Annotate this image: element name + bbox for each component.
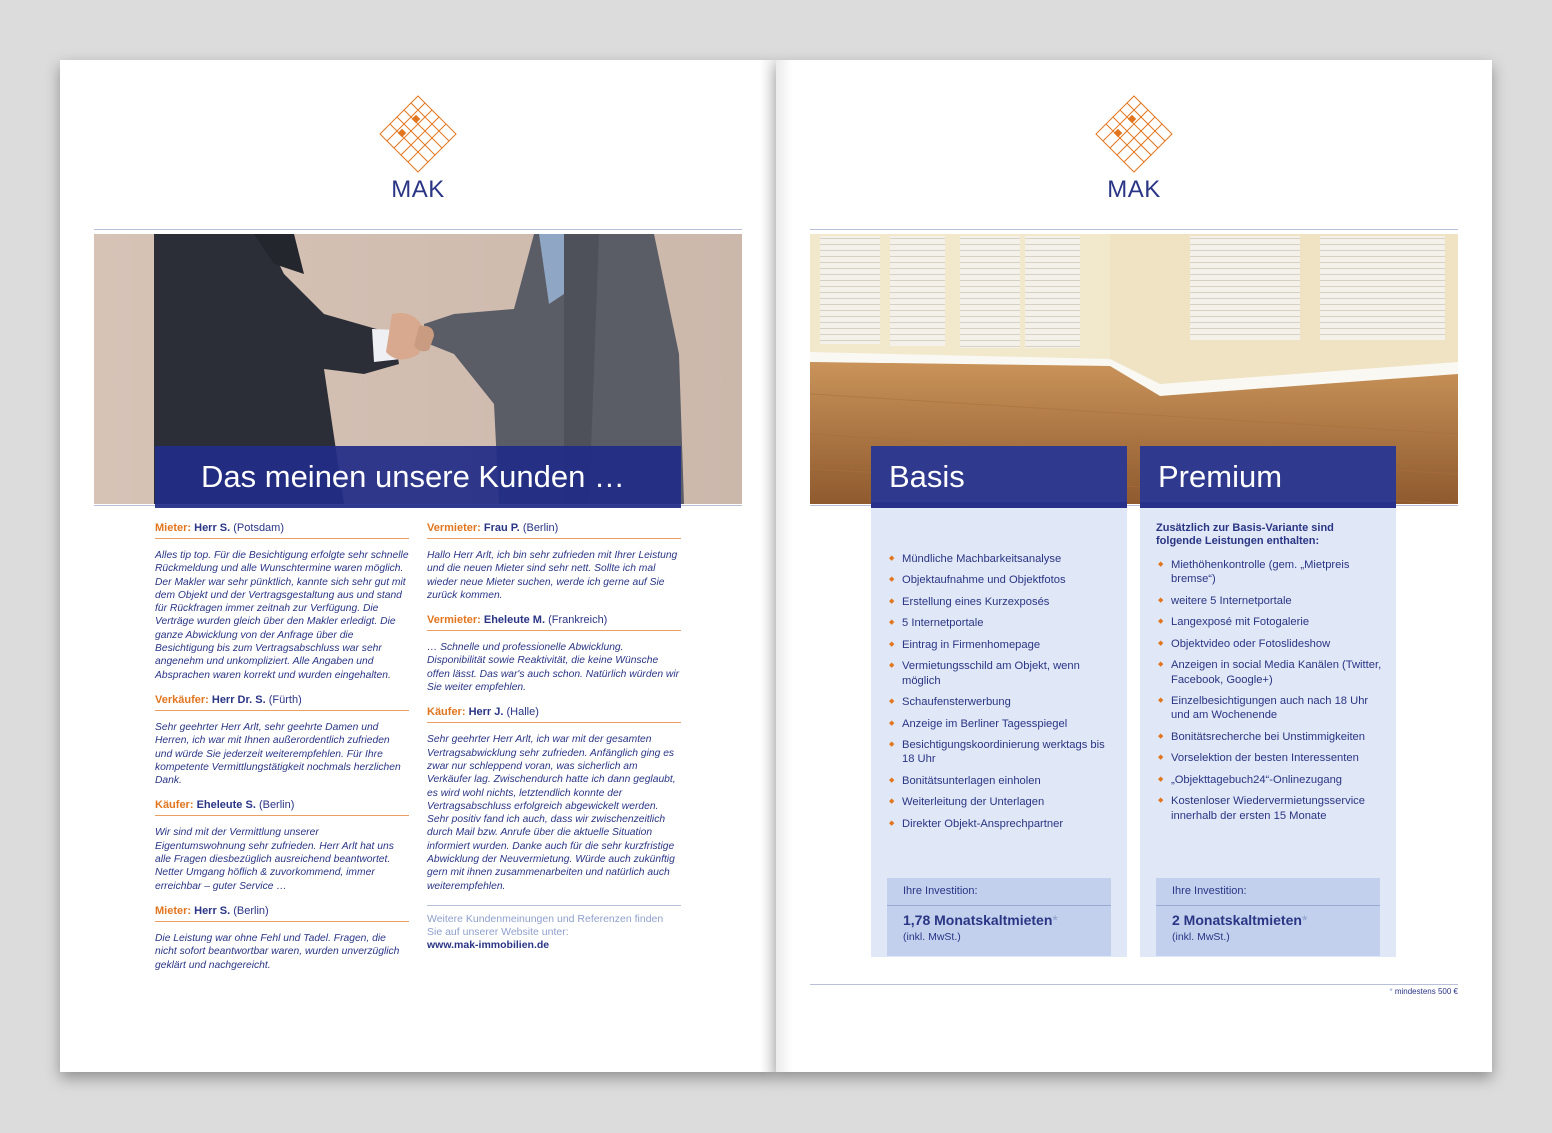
footer-rule bbox=[810, 984, 1458, 985]
left-page bbox=[60, 60, 776, 1072]
investment-box bbox=[887, 878, 1111, 956]
investment-label: Ihre Investition: bbox=[1172, 885, 1247, 897]
list-item: ◆ Einzelbesichtigungen auch nach 18 Uhr und am Wochenende bbox=[1158, 694, 1382, 723]
testimonial bbox=[155, 799, 409, 892]
list-item: ◆ Direkter Objekt-Ansprechpartner bbox=[889, 817, 1113, 831]
testimonial-header: Käufer: Herr J. (Halle) bbox=[427, 706, 681, 723]
testimonials-column-1 bbox=[155, 522, 409, 984]
investment-label: Ihre Investition: bbox=[903, 885, 978, 897]
list-item: ◆ Vermietungsschild am Objekt, wenn möglich bbox=[889, 659, 1113, 688]
footnote: * mindestens 500 € bbox=[1389, 987, 1458, 996]
testimonial-text: Die Leistung war ohne Fehl und Tadel. Fragen, die nicht sofort beantwortbar waren, wurden unverzüglich geklärt und nachgereicht. bbox=[155, 932, 400, 971]
package-intro: Zusätzlich zur Basis-Variante sind folgende Leistungen enthalten: bbox=[1156, 522, 1334, 547]
list-item: ◆ Vorselektion der besten Interessenten bbox=[1158, 751, 1382, 765]
testimonial-text: Hallo Herr Arlt, ich bin sehr zufrieden mit Ihrer Leistung und die neuen Mieter sind sehr nett. Sollte ich mal wieder neue Mieter suchen, werde ich gerne auf Sie zurück kommen. bbox=[427, 550, 678, 601]
list-item: ◆ Weiterleitung der Unterlagen bbox=[889, 795, 1113, 809]
package-features bbox=[1140, 558, 1396, 823]
investment-box bbox=[1156, 878, 1380, 956]
testimonial bbox=[155, 694, 409, 787]
testimonial bbox=[155, 905, 409, 972]
list-item: ◆ Kostenloser Wiedervermietungsservice innerhalb der ersten 15 Monate bbox=[1158, 794, 1382, 823]
testimonial-header: Vermieter: Frau P. (Berlin) bbox=[427, 522, 681, 539]
list-item: ◆ Objektvideo oder Fotoslideshow bbox=[1158, 637, 1382, 651]
testimonial-header: Verkäufer: Herr Dr. S. (Fürth) bbox=[155, 694, 409, 711]
testimonial-text: Sehr geehrter Herr Arlt, ich war mit der gesamten Vertragsabwicklung sehr zufrieden. Anfänglich ging es zwar nur schleppend voran, was sicherlich am Verkäufer lag. Zwischendurch hatte ich dann geglaubt, es wird wohl nichts, letztendlich konnte der Vertragsabschluss erfolgreich abgewickelt werden. Sehr positiv fand ich auch, dass wir zwischenzeitlich durch Mail bzw. Anrufe über die aktuelle Situation informiert wurden. Danke auch für die sehr kurzfristige Abwicklung der Neuvermietung. Würde auch zukünftig gern mit ihnen zusammenarbeiten und natürlich auch weiterempfehlen. bbox=[427, 734, 676, 892]
list-item: ◆ Erstellung eines Kurzexposés bbox=[889, 595, 1113, 609]
testimonial bbox=[427, 706, 681, 893]
list-item: ◆ weitere 5 Internetportale bbox=[1158, 594, 1382, 608]
testimonial bbox=[155, 522, 409, 682]
list-item: ◆ Bonitätsrecherche bei Unstimmigkeiten bbox=[1158, 730, 1382, 744]
investment-note: (inkl. MwSt.) bbox=[1172, 931, 1230, 943]
more-references-text: Weitere Kundenmeinungen und Referenzen finden Sie auf unserer Website unter: bbox=[427, 912, 664, 938]
list-item: ◆ 5 Internetportale bbox=[889, 616, 1113, 630]
testimonial-header: Mieter: Herr S. (Potsdam) bbox=[155, 522, 409, 539]
testimonial-header: Mieter: Herr S. (Berlin) bbox=[155, 905, 409, 922]
list-item: ◆ Besichtigungskoordinierung werktags bis 18 Uhr bbox=[889, 738, 1113, 767]
list-item: ◆ Anzeigen in social Media Kanälen (Twitter, Facebook, Google+) bbox=[1158, 658, 1382, 687]
website-link[interactable]: www.mak-immobilien.de bbox=[427, 938, 550, 951]
list-item: ◆ Mündliche Machbarkeitsanalyse bbox=[889, 552, 1113, 566]
brand-name: MAK bbox=[1107, 176, 1161, 203]
page-title: Das meinen unsere Kunden … bbox=[155, 446, 681, 508]
package-features bbox=[871, 552, 1127, 831]
list-item: ◆ Miethöhenkontrolle (gem. „Mietpreis bremse“) bbox=[1158, 558, 1382, 587]
mak-logo bbox=[1089, 92, 1179, 202]
testimonial-text: Alles tip top. Für die Besichtigung erfolgte sehr schnelle Rückmeldung und alle Wunschtermine waren möglich. Der Makler war sehr pünktlich, kannte sich sehr gut mit dem Objekt und der Vertragsgestaltung aus und stand für Rückfragen immer zeitnah zur Verfügung. Die Verträge wurden gleich über den Makler erledigt. Die ganze Abwicklung von der Anfrage über die Besichtigung bis zum Vertragsabschluss war sehr angenehm und unkompliziert. Alle Angaben und Absprachen waren korrekt und wurden eingehalten. bbox=[155, 550, 409, 681]
list-item: ◆ Objektaufnahme und Objektfotos bbox=[889, 573, 1113, 587]
testimonial-text: Wir sind mit der Vermittlung unserer Eigentumswohnung sehr zufrieden. Herr Arlt hat uns alle Fragen diesbezüglich ausreichend beantwortet. Netter Umgang höflich & zuvorkommend, immer erreichbar – guter Service … bbox=[155, 827, 394, 892]
diamond-grid-icon bbox=[1092, 92, 1176, 176]
testimonial-text: … Schnelle und professionelle Abwicklung. Disponibilität sowie Reaktivität, die keine Wünsche offen lässt. Das war's auch schon. Natürlich würden wir Sie weiter empfehlen. bbox=[427, 642, 680, 694]
package-premium bbox=[1140, 446, 1396, 957]
right-page bbox=[776, 60, 1492, 1072]
list-item: ◆ „Objekttagebuch24“-Onlinezugang bbox=[1158, 773, 1382, 787]
list-item: ◆ Schaufensterwerbung bbox=[889, 695, 1113, 709]
package-title: Basis bbox=[871, 446, 1127, 508]
investment-note: (inkl. MwSt.) bbox=[903, 931, 961, 943]
testimonial bbox=[427, 614, 681, 694]
header-rule bbox=[810, 229, 1458, 230]
package-title: Premium bbox=[1140, 446, 1396, 508]
testimonials-column-2 bbox=[427, 522, 681, 952]
mak-logo bbox=[373, 92, 463, 202]
package-basis bbox=[871, 446, 1127, 957]
list-item: ◆ Bonitätsunterlagen einholen bbox=[889, 774, 1113, 788]
investment-value: 2 Monatskaltmieten* bbox=[1172, 912, 1308, 928]
more-references bbox=[427, 905, 681, 952]
brand-name: MAK bbox=[391, 176, 445, 203]
list-item: ◆ Anzeige im Berliner Tagesspiegel bbox=[889, 717, 1113, 731]
diamond-grid-icon bbox=[376, 92, 460, 176]
list-item: ◆ Langexposé mit Fotogalerie bbox=[1158, 615, 1382, 629]
testimonial-header: Käufer: Eheleute S. (Berlin) bbox=[155, 799, 409, 816]
testimonial-text: Sehr geehrter Herr Arlt, sehr geehrte Damen und Herren, ich war mit Ihnen außerordentlich zufrieden und würde Sie jederzeit weiterempfehlen. Für Ihre kompetente Vermittlungstätigkeit nochmals herzlichen Dank. bbox=[155, 721, 401, 787]
investment-value: 1,78 Monatskaltmieten* bbox=[903, 912, 1058, 928]
testimonial bbox=[427, 522, 681, 602]
list-item: ◆ Eintrag in Firmenhomepage bbox=[889, 638, 1113, 652]
testimonial-header: Vermieter: Eheleute M. (Frankreich) bbox=[427, 614, 681, 631]
header-rule bbox=[94, 229, 742, 230]
